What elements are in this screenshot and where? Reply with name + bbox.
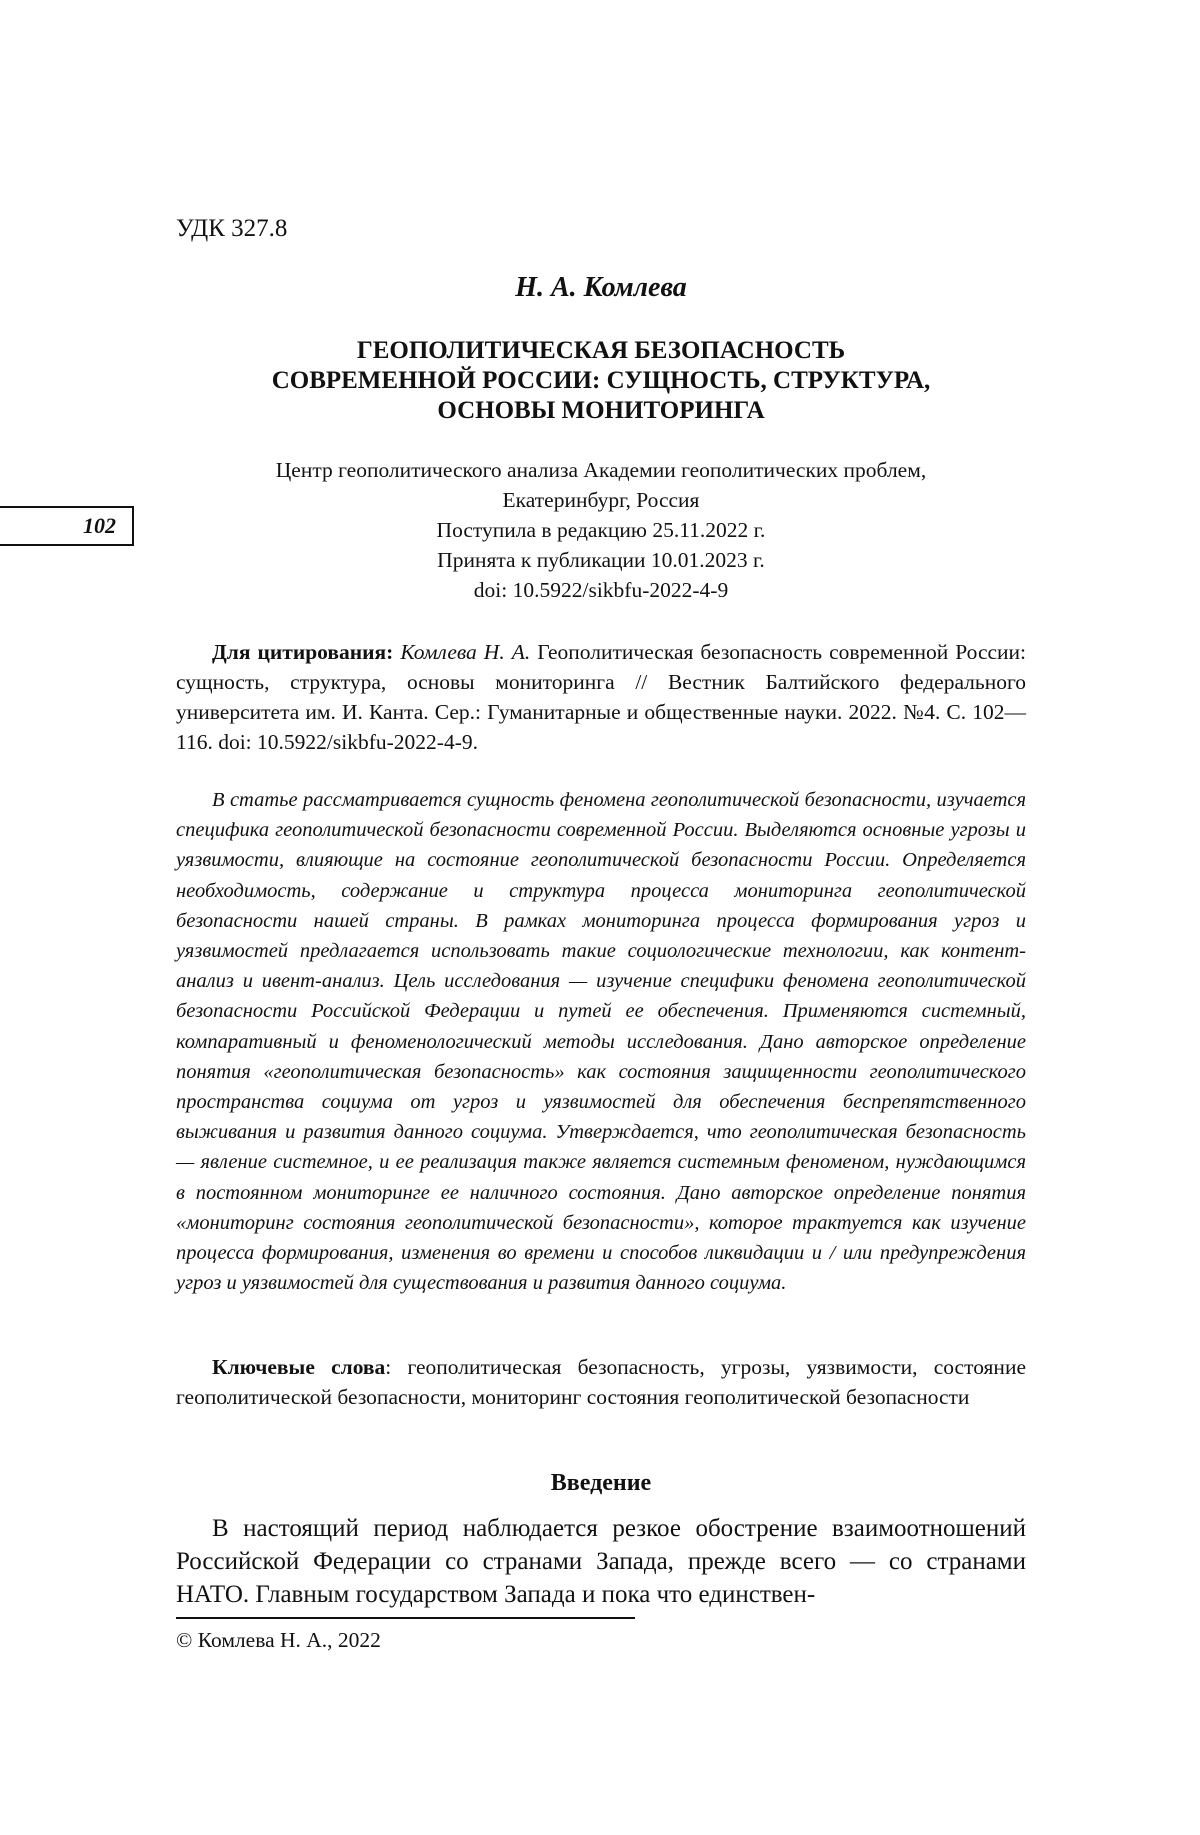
page-number: 102	[0, 506, 134, 546]
author-name: Н. А. Комлева	[515, 272, 687, 303]
keywords-text: : геополитическая безопасность, угрозы, уязвимости, состояние геополитической безопасности, мониторинг состояния геополитической безопасности	[176, 1355, 1026, 1409]
footnote-divider	[176, 1617, 635, 1619]
body-paragraph: В настоящий период наблюдается резкое обострение взаимоотношений Российской Федерации со странами Запада, прежде всего — со странами НАТО. Главным государством Запада и пока что единствен-	[176, 1515, 1026, 1608]
doi: doi: 10.5922/sikbfu-2022-4-9	[473, 578, 729, 602]
title-line: ОСНОВЫ МОНИТОРИНГА	[437, 397, 765, 424]
abstract: В статье рассматривается сущность феномена геополитической безопасности, изучается специфика геополитической безопасности современной России. Выделяются основные угрозы и уязвимости, влияющие на состояние геополитической безопасности России. Определяется необходимость, содержание и структура процесса мониторинга геополитической безопасности нашей страны. В рамках мониторинга процесса формирования угроз и уязвимостей предлагается использовать такие социологические технологии, как контент-анализ и ивент-анализ. Цель исследования — изучение специфики феномена геополитической безопасности Российской Федерации и путей ее обеспечения. Применяются системный, компаративный и феноменологический методы исследования. Дано авторское определение понятия «геополитическая безопасность» как состояния защищенности геополитического пространства социума от угроз и уязвимостей для обеспечения беспрепятственного выживания и развития данного социума. Утверждается, что геополитическая безопасность — явление системное, и ее реализация также является системным феноменом, нуждающимся в постоянном мониторинге ее наличного состояния. Дано авторское определение понятия «мониторинг состояния геополитической безопасности», которое трактуется как изучение процесса формирования, изменения во времени и способов ликвидации и / или предупреждения угроз и уязвимостей для существования и развития данного социума.	[176, 789, 1026, 1295]
keywords-block	[176, 1352, 1026, 1412]
citation-text: Геополитическая безопасность современной России: сущность, структура, основы мониторинга // Вестник Балтийского федерального университета им. И. Канта. Сер.: Гуманитарные и общественные науки. 2022. №4. С. 102—116. doi: 10.5922/sikbfu-2022-4-9.	[176, 640, 1027, 754]
affiliation-city: Екатеринбург, Россия	[502, 488, 700, 512]
article-title	[176, 336, 1026, 426]
affiliation-block	[176, 455, 1026, 605]
section-heading: Введение	[550, 1470, 652, 1496]
affiliation: Центр геополитического анализа Академии геополитических проблем,	[275, 458, 927, 482]
keywords-label: Ключевые слова	[212, 1355, 386, 1379]
citation-author: Комлева Н. А.	[400, 640, 531, 664]
title-line: ГЕОПОЛИТИЧЕСКАЯ БЕЗОПАСНОСТЬ	[356, 337, 846, 364]
udc-code: УДК 327.8	[176, 215, 288, 242]
title-line: СОВРЕМЕННОЙ РОССИИ: СУЩНОСТЬ, СТРУКТУРА,	[271, 367, 931, 394]
citation-label: Для цитирования:	[212, 640, 394, 664]
accepted-date: Принята к публикации 10.01.2023 г.	[437, 548, 765, 572]
citation-block	[176, 637, 1026, 757]
received-date: Поступила в редакцию 25.11.2022 г.	[436, 518, 766, 542]
copyright-footnote: © Комлева Н. А., 2022	[176, 1628, 381, 1652]
